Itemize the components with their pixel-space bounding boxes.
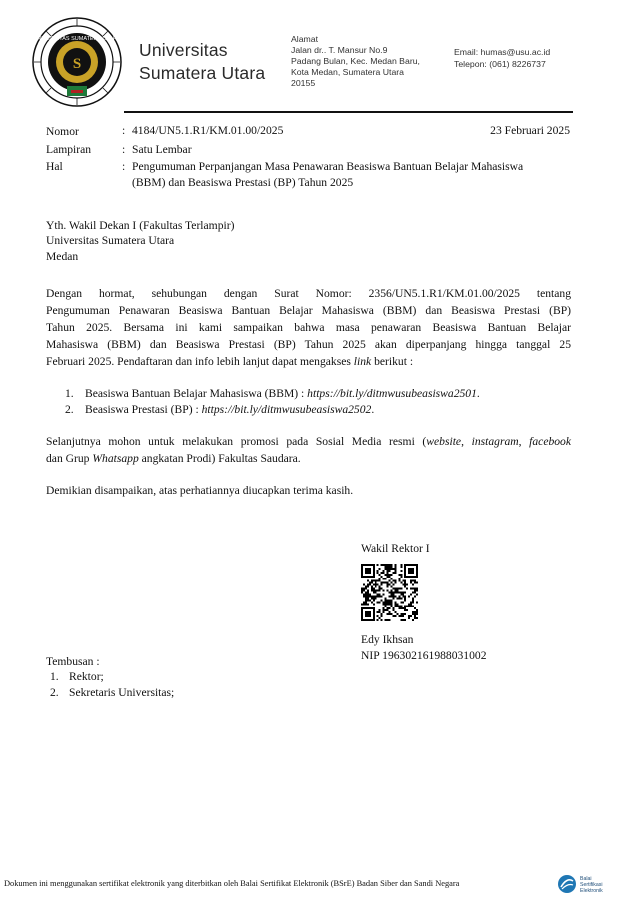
bbm-link[interactable]: https://bit.ly/ditmwusubeasiswa2501 [307,387,477,400]
lampiran-label: Lampiran [46,143,92,156]
tembusan-label: Tembusan : [46,655,100,668]
contact-phone: Telepon: (061) 8226737 [454,59,546,69]
signer-name: Edy Ikhsan [361,633,414,646]
text: berikut : [371,355,414,368]
list-item [85,403,374,416]
text: , [461,435,472,448]
text: , [518,435,530,448]
university-name-line2: Sumatera Utara [139,63,266,83]
svg-text:S: S [72,56,82,72]
body-p1-line: Mahasiswa (BBM) dan Beasiswa Prestasi (BP) Tahun 2025 akan diperpanjang hingga tanggal 25 [46,338,571,351]
body-p2-line1 [46,435,571,448]
hal-colon: : [122,160,126,173]
text: Selanjutnya mohon untuk melakukan promosi pada Sosial Media resmi ( [46,435,427,448]
text: dan Grup [46,452,93,465]
nomor-label: Nomor [46,125,79,138]
link-word: link [353,355,372,368]
text: angkatan Prodi) Fakultas Saudara. [138,452,301,465]
address-line: Jalan dr.. T. Mansur No.9 [291,45,388,55]
nomor-colon: : [122,124,126,137]
signer-nip: NIP 196302161988031002 [361,649,487,662]
bp-link[interactable]: https://bit.ly/ditmwusubeasiswa2502 [201,403,372,416]
text: facebook [529,435,572,448]
lampiran-value: Satu Lembar [132,143,192,156]
bsre-text-line3: Elektronik [580,888,603,894]
recipient-line2: Universitas Sumatera Utara [46,234,175,247]
text: Whatsapp [92,452,139,465]
tembusan-item: Rektor; [69,670,104,683]
list-item-text: Beasiswa Bantuan Belajar Mahasiswa (BBM) : [85,387,308,400]
body-p3: Demikian disampaikan, atas perhatiannya diucapkan terima kasih. [46,484,354,497]
university-address [291,34,451,89]
body-p1-line: Pengumuman Penawaran Beasiswa Bantuan Belajar Mahasiswa (BBM) dan Beasiswa Prestasi (BP) [46,304,571,317]
hal-value-line2: (BBM) dan Beasiswa Prestasi (BP) Tahun 2025 [132,176,354,189]
text: Februari 2025. Pendaftaran dan info lebih lanjut dapat mengakses [46,355,354,368]
address-line: Alamat [291,34,319,44]
university-logo [31,16,123,108]
header-divider [124,111,573,113]
recipient-line3: Medan [46,250,79,263]
tembusan-number: 1. [50,670,59,683]
list-item-end: . [476,387,480,400]
bsre-logo-icon [556,872,618,896]
bsre-text-line1: Balai [580,876,592,882]
qr-code-icon [361,564,418,621]
contact-email: Email: humas@usu.ac.id [454,47,551,57]
body-p2-line2 [46,452,301,465]
text: instagram [471,435,519,448]
nomor-value: 4184/UN5.1.R1/KM.01.00/2025 [132,124,284,137]
hal-value-line1: Pengumuman Perpanjangan Masa Penawaran Beasiswa Bantuan Belajar Mahasiswa [132,160,524,173]
body-p1-line: Tahun 2025. Bersama ini kami sampaikan bahwa masa penawaran Beasiswa Bantuan Belajar [46,321,571,334]
list-item [85,387,480,400]
tembusan-number: 2. [50,686,59,699]
address-line: Padang Bulan, Kec. Medan Baru, [291,56,420,66]
body-p1-line: Dengan hormat, sehubungan dengan Surat Nomor: 2356/UN5.1.R1/KM.01.00/2025 tentang [46,287,571,300]
list-item-text: Beasiswa Prestasi (BP) : [85,403,202,416]
body-p1-last-line [46,355,413,368]
list-item-number: 2. [65,403,74,416]
address-line: 20155 [291,78,316,88]
tembusan-item: Sekretaris Universitas; [69,686,175,699]
hal-label: Hal [46,160,63,173]
list-item-number: 1. [65,387,74,400]
recipient-line1: Yth. Wakil Dekan I (Fakultas Terlampir) [46,219,235,232]
address-line: Kota Medan, Sumatera Utara [291,67,404,77]
text: website [426,435,462,448]
svg-text:UNIVERSITAS SUMATERA UTARA: UNIVERSITAS SUMATERA UTARA [33,36,121,42]
university-contact [454,46,550,70]
footer-certificate-note: Dokumen ini menggunakan sertifikat elektronik yang diterbitkan oleh Balai Sertifikat Elektronik (BSrE) Badan Siber dan Sandi Negara [4,879,460,888]
list-item-end: . [371,403,375,416]
signer-title: Wakil Rektor I [361,542,430,555]
letter-date: 23 Februari 2025 [490,124,570,137]
lampiran-colon: : [122,143,126,156]
university-name-line1: Universitas [139,40,228,60]
bsre-text-line2: Sertifikasi [580,882,603,888]
